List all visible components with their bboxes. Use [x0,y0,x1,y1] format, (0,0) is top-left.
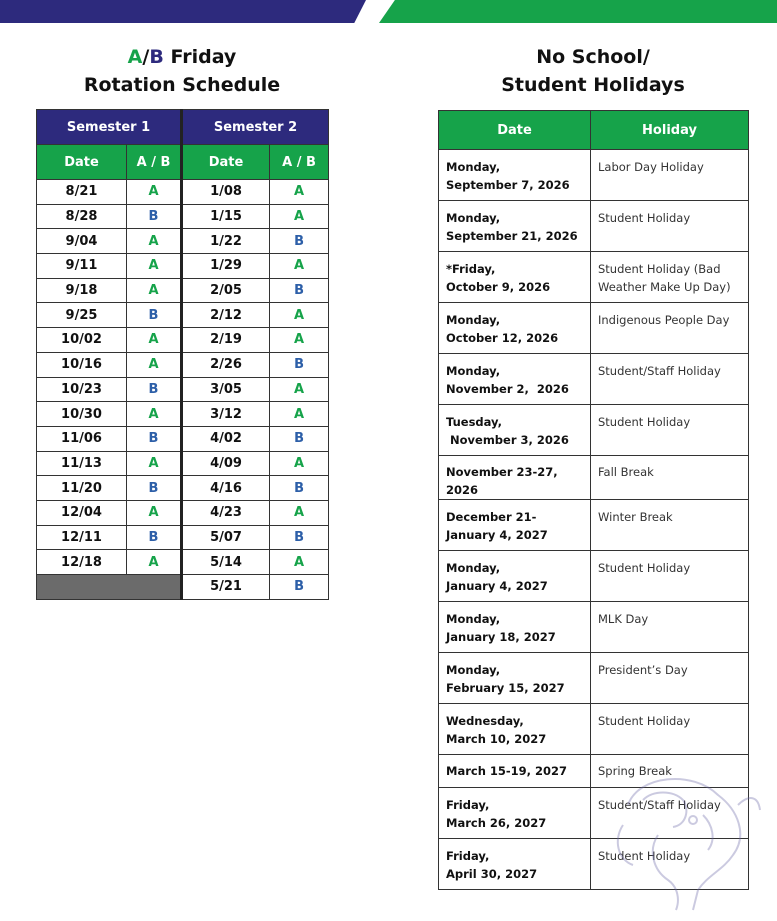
holiday-date-cell [439,303,591,354]
col-date-header: Date [439,111,591,150]
holiday-date-cell [439,201,591,252]
holiday-row [439,201,749,252]
holiday-date-line2: September 21, 2026 [446,229,578,243]
sem1-ab-cell: A [127,550,182,575]
rotation-row [37,575,329,600]
rotation-row [37,254,329,279]
sem1-ab-cell: B [127,426,182,451]
sem2-ab-cell: B [270,476,329,501]
holiday-row [439,602,749,653]
holiday-name-cell: Student Holiday (Bad Weather Make Up Day) [591,252,749,303]
holiday-name-cell: Student Holiday [591,704,749,755]
holiday-row [439,456,749,500]
holiday-date-line1: Monday, [446,313,501,327]
rotation-row [37,204,329,229]
rotation-row [37,451,329,476]
holiday-date-line1: Friday, [446,849,490,863]
sem2-date-cell: 4/02 [182,426,270,451]
holiday-date-line2: January 18, 2027 [446,630,556,644]
holiday-date-line1: December 21- [446,510,537,524]
holiday-name-cell: Student Holiday [591,551,749,602]
sem1-ab-cell: B [127,525,182,550]
holiday-row [439,653,749,704]
sem1-date-cell: 10/16 [37,352,127,377]
sem2-date-cell: 1/29 [182,254,270,279]
sem1-date-cell: 10/30 [37,402,127,427]
holidays-title [438,43,748,99]
holiday-name-cell: Student Holiday [591,839,749,890]
sem1-ab-cell: A [127,229,182,254]
sem2-date-cell: 4/16 [182,476,270,501]
sem2-date-cell: 4/09 [182,451,270,476]
title-letter-b: B [149,46,164,68]
sem2-date-cell: 5/07 [182,525,270,550]
holiday-date-cell [439,500,591,551]
sem2-date-cell: 2/26 [182,352,270,377]
holiday-row [439,150,749,201]
holiday-date-line2: October 9, 2026 [446,280,551,294]
holiday-name-cell: MLK Day [591,602,749,653]
sem2-ab-cell: B [270,426,329,451]
sem1-ab-cell: A [127,352,182,377]
sem1-ab-cell: A [127,402,182,427]
sem1-date-cell: 12/18 [37,550,127,575]
rotation-table [36,109,329,600]
semester-1-header: Semester 1 [37,110,182,145]
sem2-ab-cell: A [270,500,329,525]
holiday-name-cell: Student/Staff Holiday [591,788,749,839]
sem1-ab-cell: B [127,476,182,501]
rotation-row [37,550,329,575]
rotation-row [37,402,329,427]
sem1-date-cell: 9/25 [37,303,127,328]
sem1-date-cell: 11/06 [37,426,127,451]
sem2-date-cell: 2/05 [182,278,270,303]
holiday-row [439,500,749,551]
holiday-date-line1: November 23-27, 2026 [446,465,558,497]
holiday-name-cell: Student/Staff Holiday [591,354,749,405]
rotation-row [37,180,329,205]
sem2-date-cell: 2/12 [182,303,270,328]
holiday-row [439,252,749,303]
holiday-name-cell: Student Holiday [591,405,749,456]
holiday-date-line1: Tuesday, [446,415,503,429]
title-rotation-schedule: Rotation Schedule [83,74,281,96]
semester-2-header: Semester 2 [182,110,329,145]
holiday-date-line1: Monday, [446,364,501,378]
holiday-date-line2: March 10, 2027 [446,732,547,746]
sem1-date-cell: 10/02 [37,328,127,353]
sem2-ab-cell: A [270,402,329,427]
holiday-row [439,551,749,602]
rotation-row [37,229,329,254]
holiday-date-line1: *Friday, [446,262,496,276]
col-date-header: Date [37,145,127,180]
holiday-date-line1: Monday, [446,160,501,174]
holiday-date-cell [439,354,591,405]
sem1-date-cell: 12/04 [37,500,127,525]
sem2-ab-cell: B [270,525,329,550]
holiday-row [439,354,749,405]
sem2-ab-cell: A [270,328,329,353]
holiday-date-cell [439,704,591,755]
sem1-date-cell: 11/20 [37,476,127,501]
holiday-name-cell: Indigenous People Day [591,303,749,354]
holiday-name-cell: President’s Day [591,653,749,704]
sem2-date-cell: 1/08 [182,180,270,205]
holiday-row [439,405,749,456]
header-bar-blue [0,0,366,23]
holiday-name-cell: Student Holiday [591,201,749,252]
holiday-date-cell [439,405,591,456]
sem2-ab-cell: B [270,352,329,377]
holiday-date-cell [439,551,591,602]
holiday-date-line1: Monday, [446,612,501,626]
holiday-date-cell [439,602,591,653]
title-slash: / [142,46,150,68]
sem1-ab-cell: A [127,328,182,353]
title-student-holidays: Student Holidays [501,74,685,96]
sem1-date-cell: 10/23 [37,377,127,402]
sem1-date-cell: 9/18 [37,278,127,303]
holiday-date-line1: Wednesday, [446,714,524,728]
sem2-ab-cell: A [270,303,329,328]
sem2-ab-cell: A [270,254,329,279]
holiday-date-cell [439,456,591,500]
sem1-ab-cell: A [127,500,182,525]
sem2-ab-cell: A [270,451,329,476]
sem1-ab-cell: B [127,377,182,402]
holiday-date-cell [439,653,591,704]
rotation-row [37,278,329,303]
title-no-school: No School/ [536,46,650,68]
holiday-date-line1: Monday, [446,561,501,575]
rotation-row [37,500,329,525]
holiday-date-cell [439,150,591,201]
holiday-date-line1: Friday, [446,798,490,812]
holiday-date-line1: Monday, [446,211,501,225]
title-letter-a: A [127,46,143,68]
sem1-date-cell: 11/13 [37,451,127,476]
holiday-name-cell: Spring Break [591,755,749,788]
sem2-ab-cell: B [270,575,329,600]
holiday-name-cell: Labor Day Holiday [591,150,749,201]
rotation-row [37,352,329,377]
col-holiday-header: Holiday [591,111,749,150]
sem1-ab-cell: B [127,204,182,229]
holiday-date-line2: January 4, 2027 [446,528,548,542]
holiday-date-cell [439,755,591,788]
sem2-ab-cell: B [270,278,329,303]
holiday-date-line2: January 4, 2027 [446,579,548,593]
holiday-date-line2: October 12, 2026 [446,331,559,345]
mammoth-mascot-icon [598,765,763,915]
sem2-ab-cell: A [270,550,329,575]
sem2-date-cell: 1/22 [182,229,270,254]
sem1-ab-cell: A [127,254,182,279]
sem2-date-cell: 5/14 [182,550,270,575]
sem2-ab-cell: A [270,180,329,205]
holiday-date-line2: March 26, 2027 [446,816,547,830]
sem2-date-cell: 3/12 [182,402,270,427]
holiday-date-line2: November 2, 2026 [446,382,569,396]
empty-grey-cell [37,575,182,600]
holiday-row [439,303,749,354]
rotation-row [37,476,329,501]
sem2-date-cell: 5/21 [182,575,270,600]
rotation-title [36,43,328,99]
holiday-date-line2: February 15, 2027 [446,681,565,695]
sem2-ab-cell: A [270,377,329,402]
holiday-date-cell [439,788,591,839]
holiday-name-cell: Fall Break [591,456,749,500]
sem2-date-cell: 4/23 [182,500,270,525]
sem2-date-cell: 2/19 [182,328,270,353]
sem2-ab-cell: A [270,204,329,229]
sem1-date-cell: 8/21 [37,180,127,205]
holiday-row [439,704,749,755]
holiday-name-cell: Winter Break [591,500,749,551]
sem1-date-cell: 12/11 [37,525,127,550]
sem1-date-cell: 9/04 [37,229,127,254]
sem1-ab-cell: A [127,180,182,205]
rotation-row [37,426,329,451]
col-ab-header: A / B [127,145,182,180]
rotation-row [37,525,329,550]
sem1-ab-cell: A [127,451,182,476]
holiday-date-line2: September 7, 2026 [446,178,570,192]
holiday-date-line1: March 15-19, 2027 [446,764,568,778]
holiday-date-cell [439,252,591,303]
col-ab-header: A / B [270,145,329,180]
sem1-ab-cell: B [127,303,182,328]
holiday-date-line2: April 30, 2027 [446,867,538,881]
rotation-row [37,328,329,353]
rotation-row [37,377,329,402]
title-friday: Friday [163,46,237,68]
sem1-date-cell: 9/11 [37,254,127,279]
sem2-ab-cell: B [270,229,329,254]
col-date-header: Date [182,145,270,180]
holiday-date-cell [439,839,591,890]
sem2-date-cell: 1/15 [182,204,270,229]
sem1-ab-cell: A [127,278,182,303]
header-bar-green [379,0,777,23]
rotation-row [37,303,329,328]
holiday-date-line1: Monday, [446,663,501,677]
sem1-date-cell: 8/28 [37,204,127,229]
holiday-date-line2: November 3, 2026 [446,433,569,447]
sem2-date-cell: 3/05 [182,377,270,402]
